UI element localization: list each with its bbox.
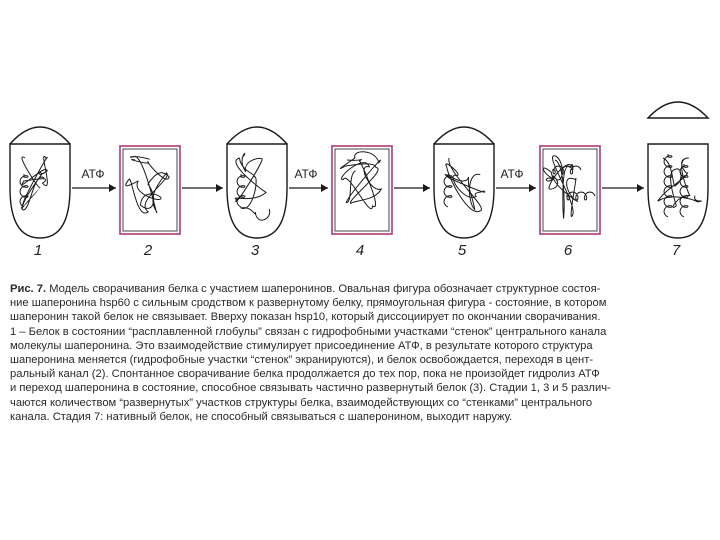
stage-number-7: 7 [671, 242, 681, 259]
stage-number-1: 1 [33, 242, 43, 259]
caption-line-7: ральный канал (2). Спонтанное сворачивание белка продолжается до тех пор, пока не произойдет гидролиз АТФ [10, 368, 600, 381]
protein-globule-4 [340, 152, 381, 209]
stage-number-4: 4 [355, 242, 365, 259]
protein-coil-6b [566, 192, 595, 200]
caption-line-8: и переход шаперонина в состояние, способное связывать частично развернутый белок (3). Стадии 1, 3 и 5 различ- [10, 382, 611, 395]
arrow-head-6 [637, 184, 644, 192]
protein-chain-1 [21, 156, 47, 210]
figure-reference: Рис. 7. [10, 283, 47, 295]
protein-globule-6 [543, 156, 577, 219]
folded-protein-coil-b [680, 164, 688, 217]
hsp10-lid-3 [227, 127, 287, 144]
hsp10-lid-detached [648, 102, 708, 118]
caption-line-9: чаются количеством “развернутых” участков структуры белка, взаимодействующих со “стенками” центрального [10, 396, 593, 409]
stage-number-2: 2 [143, 242, 153, 259]
caption-line-2: ние шаперонина hsp60 с сильным сродством к развернутому белку, прямоугольная фигура - состояние, в котором [10, 297, 607, 310]
caption-line-1 [10, 282, 710, 296]
stage-number-5: 5 [457, 242, 467, 259]
caption-text-1: Модель сворачивания белка с участием шаперонинов. Овальная фигура обозначает структурное состоя- [49, 283, 601, 295]
chaperonin-inner-wall-6 [543, 149, 597, 231]
atp-label-1: АТФ [81, 167, 105, 181]
chaperonin-oval-5 [434, 144, 494, 238]
protein-coil-3 [237, 174, 245, 207]
arrow-head-2 [216, 184, 223, 192]
hsp10-lid-5 [434, 127, 494, 144]
stage-number-3: 3 [250, 242, 260, 259]
figure-caption [10, 282, 710, 424]
caption-line-5: молекулы шаперонина. Это взаимодействие стимулирует присоединение АТФ, в результате которого структура [10, 339, 593, 352]
chaperonin-rectangle-6 [540, 146, 600, 234]
caption-line-6: шаперонина меняется (гидрофобные участки “стенок” экранируются), и белок освобождается, переходя в цент- [10, 354, 594, 367]
caption-line-10: канала. Стадия 7: нативный белок, не способный связываться с шаперонином, выходит наружу. [10, 410, 513, 423]
stage-number-6: 6 [563, 242, 573, 259]
chaperonin-oval-3 [227, 144, 287, 238]
chaperonin-oval-7 [648, 144, 708, 238]
atp-label-3: АТФ [500, 167, 524, 181]
protein-globule-2 [126, 156, 169, 213]
hsp10-lid-1 [10, 127, 70, 144]
arrow-head-4 [423, 184, 430, 192]
caption-line-3: шаперонин такой белок не связывает. Вверху показан hsp10, который диссоциирует по окончании сворачивания. [10, 311, 601, 324]
caption-line-4: 1 – Белок в состоянии “расплавленной глобулы” связан с гидрофобными участками “стенок” центрального канала [10, 325, 607, 338]
arrow-head-5 [529, 184, 536, 192]
chaperonin-rectangle-4 [332, 146, 392, 234]
chaperonin-oval-1 [10, 144, 70, 238]
atp-label-2: АТФ [294, 167, 318, 181]
protein-chain-5 [445, 158, 485, 212]
arrow-head-3 [321, 184, 328, 192]
arrow-head-1 [109, 184, 116, 192]
